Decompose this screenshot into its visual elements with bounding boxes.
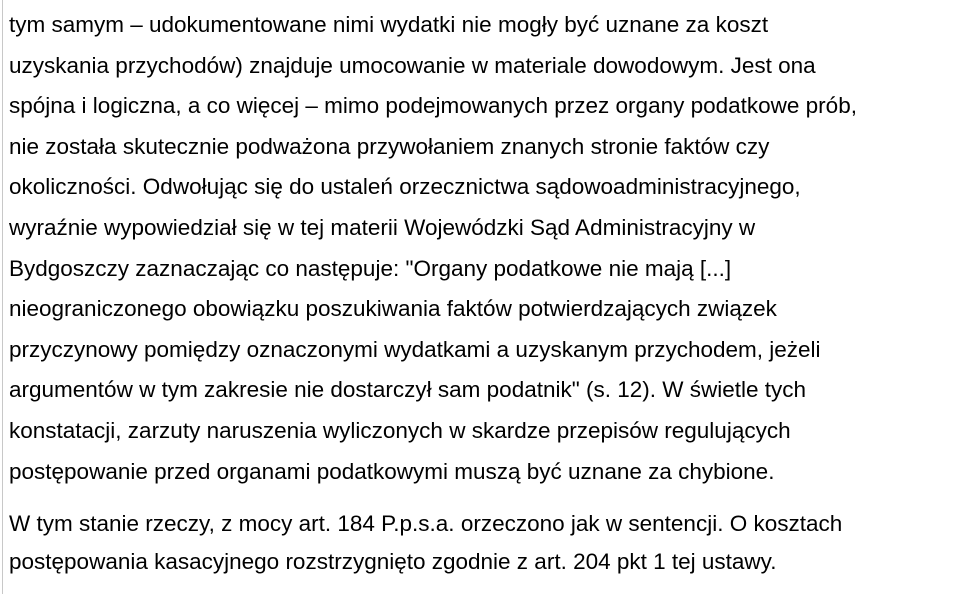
paragraph-justification (9, 5, 954, 492)
page-left-border (2, 0, 3, 594)
text-line: postępowania kasacyjnego rozstrzygnięto zgodnie z art. 204 pkt 1 tej ustawy. (9, 549, 777, 574)
text-line: konstatacji, zarzuty naruszenia wyliczonych w skardze przepisów regulujących (9, 417, 791, 443)
text-line: tym samym – udokumentowane nimi wydatki nie mogły być uznane za koszt (9, 12, 769, 37)
text-line: okoliczności. Odwołując się do ustaleń orzecznictwa sądowoadministracyjnego, (9, 174, 801, 200)
text-line: uzyskania przychodów) znajduje umocowanie w materiale dowodowym. Jest ona (9, 52, 816, 78)
text-line: argumentów w tym zakresie nie dostarczył sam podatnik" (s. 12). W świetle tych (9, 377, 807, 403)
text-line: Bydgoszczy zaznaczając co następuje: "Organy podatkowe nie mają [...] (9, 255, 732, 281)
text-line: przyczynowy pomiędzy oznaczonymi wydatkami a uzyskanym przychodem, jeżeli (9, 336, 821, 362)
text-line: W tym stanie rzeczy, z mocy art. 184 P.p.s.a. orzeczono jak w sentencji. O kosztach (9, 511, 843, 536)
text-line: postępowanie przed organami podatkowymi muszą być uznane za chybione. (9, 458, 775, 484)
text-line: nieograniczonego obowiązku poszukiwania faktów potwierdzających związek (9, 296, 777, 322)
paragraph-conclusion (9, 505, 954, 581)
text-line: nie została skutecznie podważona przywołaniem znanych stronie faktów czy (9, 133, 770, 159)
text-line: spójna i logiczna, a co więcej – mimo podejmowanych przez organy podatkowe prób, (9, 93, 857, 119)
text-line: wyraźnie wypowiedział się w tej materii Wojewódzki Sąd Administracyjny w (9, 214, 756, 240)
